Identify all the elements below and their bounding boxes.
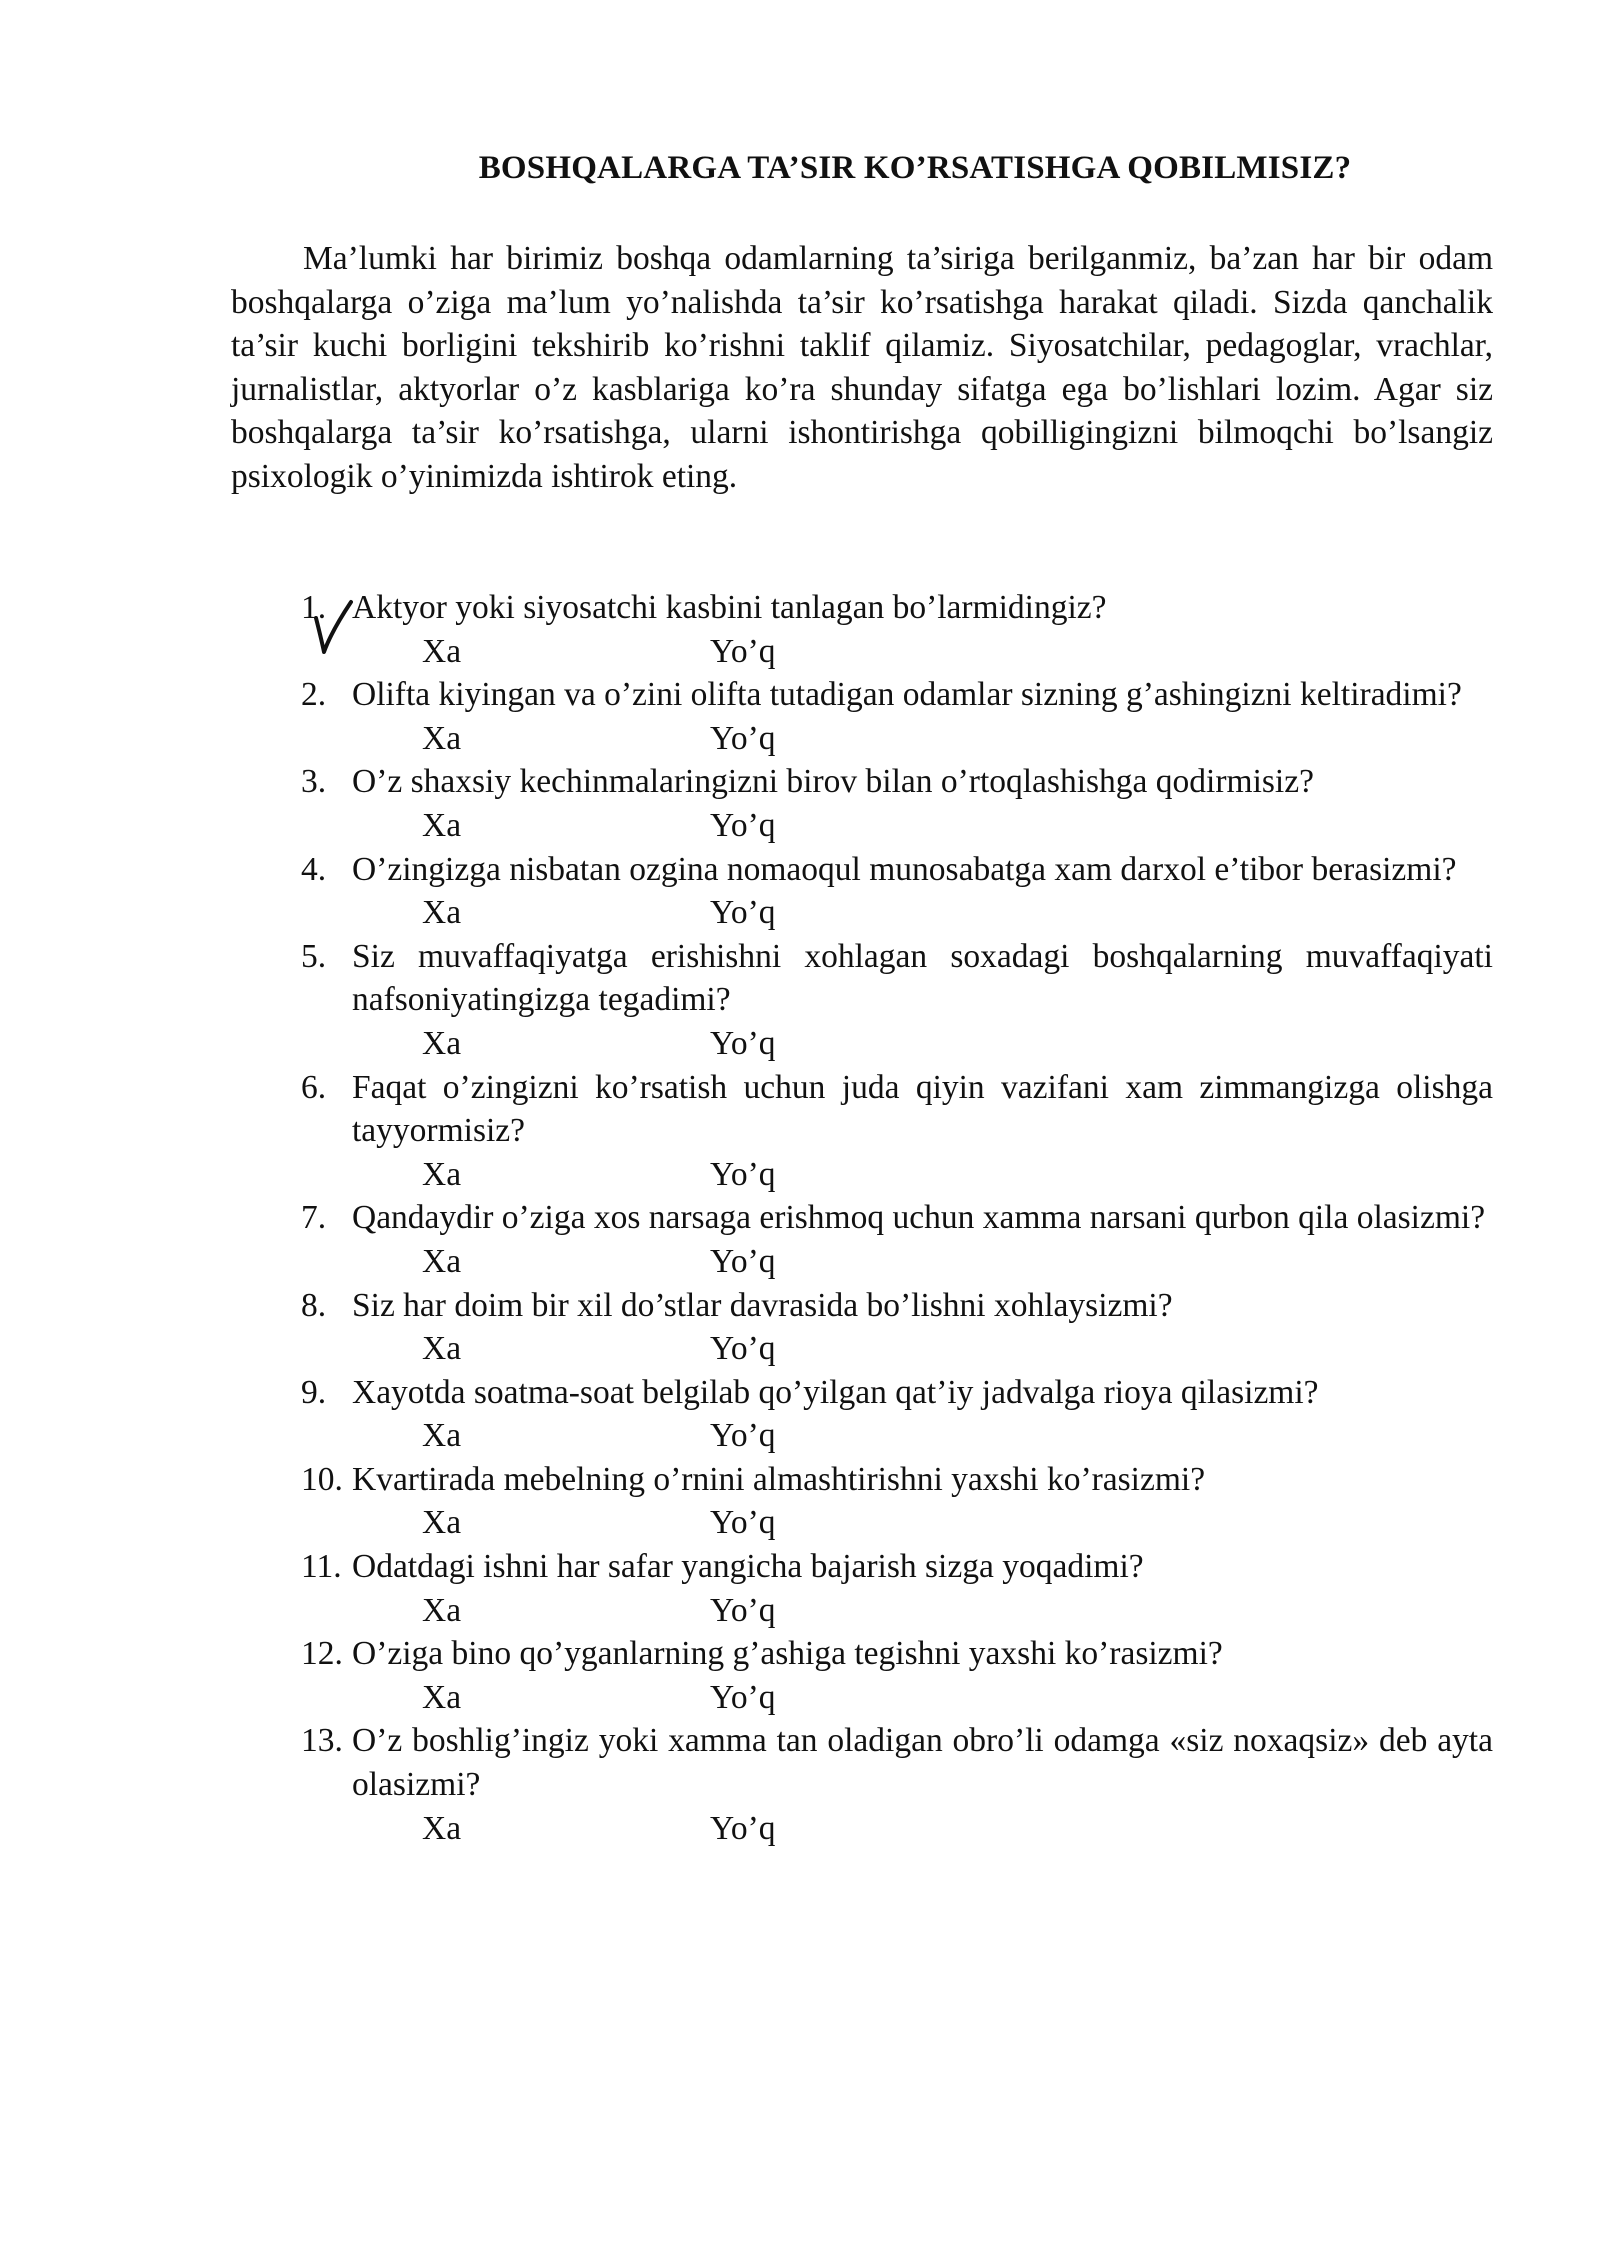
question-text: Siz muvaffaqiyatga erishishni xohlagan soxadagi boshqalarning muvaffaqiyati nafsoniyatingizga tegadimi? xyxy=(352,937,1493,1019)
answer-no[interactable]: Yo’q xyxy=(710,1417,776,1455)
question-item xyxy=(0,1458,1600,1545)
answer-yes[interactable]: Xa xyxy=(422,1330,462,1368)
answer-yes[interactable]: Xa xyxy=(422,1155,462,1193)
answer-row xyxy=(0,1501,1600,1545)
answer-yes[interactable]: Xa xyxy=(422,1504,462,1542)
question-number: 13. xyxy=(301,1722,343,1760)
answer-no[interactable]: Yo’q xyxy=(710,894,776,932)
answer-yes[interactable]: Xa xyxy=(422,806,462,844)
answer-no[interactable]: Yo’q xyxy=(710,1242,776,1280)
answer-yes[interactable]: Xa xyxy=(422,1678,462,1716)
question-number: 9. xyxy=(301,1373,327,1411)
answer-no[interactable]: Yo’q xyxy=(710,719,776,757)
question-item xyxy=(0,848,1600,935)
question-number: 11. xyxy=(301,1548,342,1586)
question-number: 4. xyxy=(301,850,327,888)
answer-row xyxy=(0,1414,1600,1458)
answer-row xyxy=(0,1589,1600,1633)
question-item xyxy=(0,935,1600,1066)
answer-row xyxy=(0,1807,1600,1851)
answer-no[interactable]: Yo’q xyxy=(710,1155,776,1193)
answer-yes[interactable]: Xa xyxy=(422,632,462,670)
answer-no[interactable]: Yo’q xyxy=(710,1809,776,1847)
intro-paragraph: Ma’lumki har birimiz boshqa odamlarning ta’siriga berilganmiz, ba’zan har bir odam boshqalarga o’ziga ma’lum yo’nalishda ta’sir ko’rsatishga harakat qiladi. Sizda qanchalik ta’sir kuchi borligini tekshirib ko’rishni taklif qilamiz. Siyosatchilar, pedagoglar, vrachlar, jurnalistlar, aktyorlar o’z kasblariga ko’ra shunday sifatga ega bo’lishlari lozim. Agar siz boshqalarga ta’sir ko’rsatishga, ularni ishontirishga qobilligingizni bilmoqchi bo’lsangiz psixologik o’yinimizda ishtirok eting. xyxy=(231,240,1493,495)
answer-row xyxy=(0,1240,1600,1284)
question-item xyxy=(0,1632,1600,1719)
answer-no[interactable]: Yo’q xyxy=(710,806,776,844)
question-text: O’ziga bino qo’yganlarning g’ashiga tegishni yaxshi ko’rasizmi? xyxy=(352,1635,1223,1673)
question-item xyxy=(0,1066,1600,1197)
question-text: O’z boshlig’ingiz yoki xamma tan oladigan obro’li odamga «siz noxaqsiz» deb ayta olasizmi? xyxy=(352,1722,1493,1804)
question-number: 12. xyxy=(301,1635,343,1673)
answer-no[interactable]: Yo’q xyxy=(710,1330,776,1368)
question-item xyxy=(0,1284,1600,1371)
answer-row xyxy=(0,1022,1600,1066)
question-item xyxy=(0,1196,1600,1283)
question-number: 3. xyxy=(301,763,327,801)
question-item xyxy=(0,586,1600,673)
answer-no[interactable]: Yo’q xyxy=(710,632,776,670)
answer-yes[interactable]: Xa xyxy=(422,1591,462,1629)
question-number: 2. xyxy=(301,676,327,714)
question-item xyxy=(0,1719,1600,1850)
question-number: 8. xyxy=(301,1286,327,1324)
question-item xyxy=(0,760,1600,847)
question-list xyxy=(0,586,1600,1850)
question-item xyxy=(0,1371,1600,1458)
question-text: Kvartirada mebelning o’rnini almashtirishni yaxshi ko’rasizmi? xyxy=(352,1460,1206,1498)
question-text: O’zingizga nisbatan ozgina nomaoqul munosabatga xam darxol e’tibor berasizmi? xyxy=(352,850,1457,888)
answer-no[interactable]: Yo’q xyxy=(710,1678,776,1716)
answer-row xyxy=(0,1153,1600,1197)
question-text: Siz har doim bir xil do’stlar davrasida bo’lishni xohlaysizmi? xyxy=(352,1286,1173,1324)
question-number: 1. xyxy=(301,589,327,626)
question-text: Aktyor yoki siyosatchi kasbini tanlagan bo’larmidingiz? xyxy=(352,589,1107,626)
answer-row xyxy=(0,630,1600,674)
answer-yes[interactable]: Xa xyxy=(422,1809,462,1847)
question-text: Qandaydir o’ziga xos narsaga erishmoq uchun xamma narsani qurbon qila olasizmi? xyxy=(352,1199,1486,1237)
answer-yes[interactable]: Xa xyxy=(422,894,462,932)
answer-yes[interactable]: Xa xyxy=(422,719,462,757)
question-number: 6. xyxy=(301,1068,327,1106)
question-number: 10. xyxy=(301,1460,343,1498)
answer-yes[interactable]: Xa xyxy=(422,1417,462,1455)
page-title: BOSHQALARGA TA’SIR KO’RSATISHGA QOBILMISIZ? xyxy=(478,150,1352,186)
answer-no[interactable]: Yo’q xyxy=(710,1591,776,1629)
answer-yes[interactable]: Xa xyxy=(422,1024,462,1062)
answer-yes[interactable]: Xa xyxy=(422,1242,462,1280)
question-number: 7. xyxy=(301,1199,327,1237)
answer-row xyxy=(0,1676,1600,1720)
question-text: Faqat o’zingizni ko’rsatish uchun juda qiyin vazifani xam zimmangizga olishga tayyormisiz? xyxy=(352,1068,1493,1150)
question-text: Odatdagi ishni har safar yangicha bajarish sizga yoqadimi? xyxy=(352,1548,1144,1586)
handwritten-check-mark-icon xyxy=(313,598,353,656)
question-item xyxy=(0,1545,1600,1632)
answer-row xyxy=(0,804,1600,848)
question-text: Olifta kiyingan va o’zini olifta tutadigan odamlar sizning g’ashingizni keltiradimi? xyxy=(352,676,1462,714)
answer-row xyxy=(0,717,1600,761)
answer-row xyxy=(0,1327,1600,1371)
question-text: O’z shaxsiy kechinmalaringizni birov bilan o’rtoqlashishga qodirmisiz? xyxy=(352,763,1314,801)
answer-row xyxy=(0,891,1600,935)
answer-no[interactable]: Yo’q xyxy=(710,1504,776,1542)
answer-no[interactable]: Yo’q xyxy=(710,1024,776,1062)
question-item xyxy=(0,673,1600,760)
question-text: Xayotda soatma-soat belgilab qo’yilgan qat’iy jadvalga rioya qilasizmi? xyxy=(352,1373,1319,1411)
question-number: 5. xyxy=(301,937,327,975)
